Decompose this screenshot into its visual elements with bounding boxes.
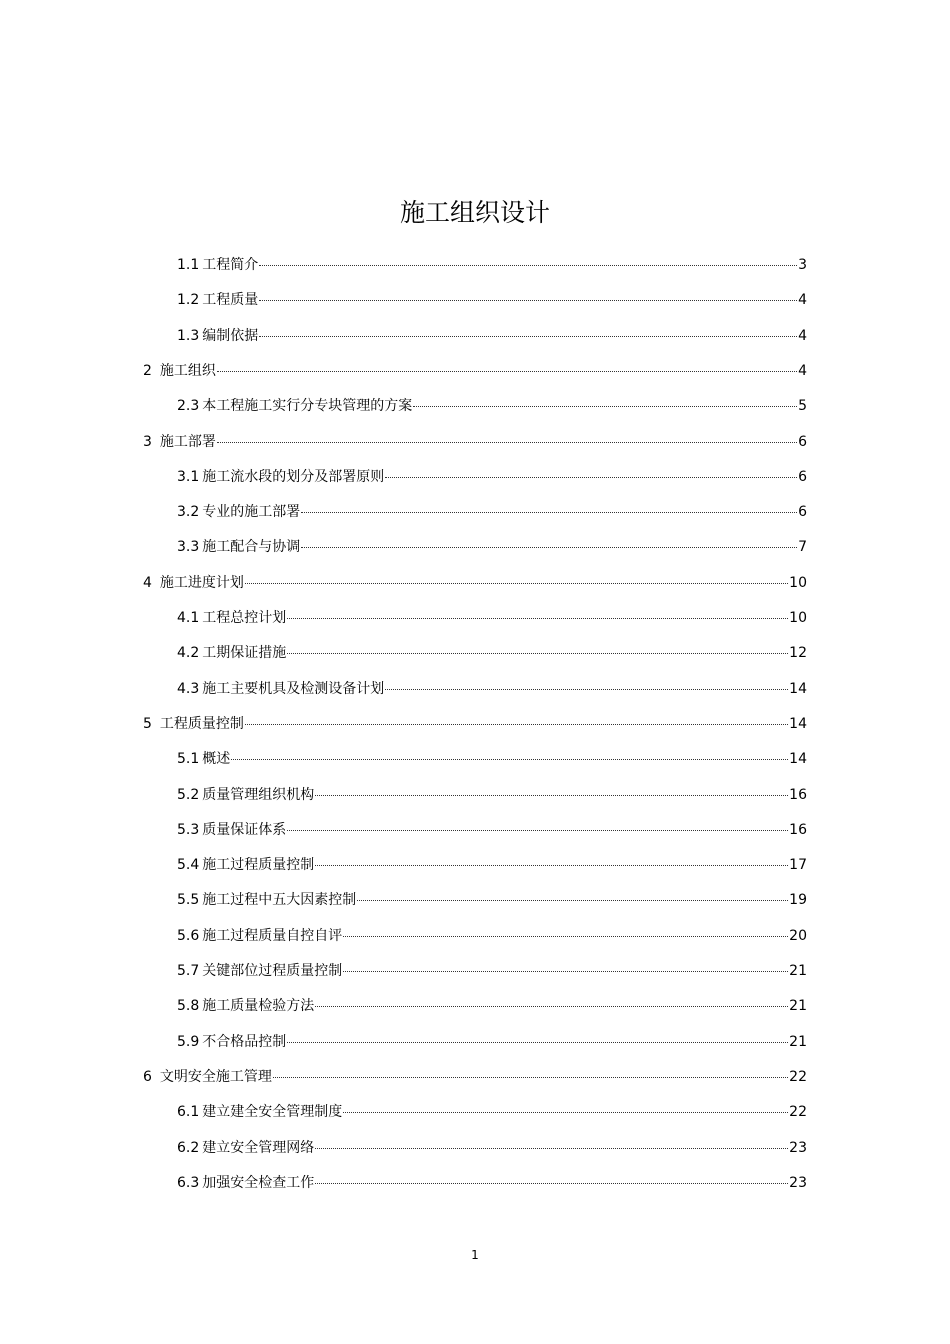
page-title: 施工组织设计: [399, 198, 550, 227]
toc-dot-leader: [245, 583, 788, 584]
toc-entry[interactable]: [177, 820, 807, 840]
toc-entry-page: 22: [789, 1104, 807, 1121]
toc-entry-title: 施工配合与协调: [202, 539, 301, 556]
toc-entry-page: 19: [789, 892, 807, 909]
toc-entry-number: 1.1: [177, 257, 200, 273]
toc-entry[interactable]: [177, 749, 807, 769]
toc-entry-page: 4: [798, 327, 807, 344]
toc-entry-title: 加强安全检查工作: [202, 1174, 315, 1191]
toc-entry-number: 6.2: [177, 1139, 200, 1156]
toc-entry[interactable]: [177, 785, 807, 805]
toc-dot-leader: [343, 1112, 788, 1113]
toc-entry-number: 5.9: [177, 1033, 200, 1050]
toc-dot-leader: [259, 300, 797, 301]
toc-entry-title: 施工主要机具及检测设备计划: [202, 680, 385, 697]
toc-entry[interactable]: [143, 1067, 807, 1087]
toc-entry-title: 专业的施工部署: [202, 504, 301, 521]
toc-entry-page: 14: [789, 680, 807, 697]
toc-entry[interactable]: [177, 855, 807, 875]
toc-entry-number: 5.2: [177, 786, 200, 803]
toc-entry-number: 5.3: [177, 821, 200, 838]
toc-entry-number: 4.2: [177, 645, 200, 662]
toc-entry[interactable]: [177, 502, 807, 522]
toc-dot-leader: [217, 442, 797, 443]
toc-entry-title: 工程质量控制: [159, 715, 244, 732]
toc-dot-leader: [287, 1042, 788, 1043]
toc-entry-title: 编制依据: [202, 327, 259, 344]
toc-entry[interactable]: [177, 537, 807, 557]
toc-entry-title: 施工组织: [159, 362, 216, 379]
toc-entry[interactable]: [177, 326, 807, 346]
toc-dot-leader: [315, 1148, 788, 1149]
toc-entry-page: 7: [798, 539, 807, 556]
toc-entry-title: 工程质量: [202, 292, 259, 309]
toc-entry[interactable]: [177, 1102, 807, 1122]
toc-entry-number: 4.3: [177, 680, 200, 697]
toc-entry-number: 4: [143, 574, 152, 591]
toc-dot-leader: [287, 618, 788, 619]
toc-dot-leader: [343, 971, 788, 972]
toc-entry-page: 12: [789, 645, 807, 662]
toc-entry-page: 10: [789, 610, 807, 626]
toc-entry-title: 工期保证措施: [202, 645, 287, 662]
toc-entry-page: 5: [798, 398, 807, 415]
toc-entry-number: 5.6: [177, 927, 200, 944]
toc-entry[interactable]: [177, 396, 807, 416]
toc-entry-number: 6.1: [177, 1104, 200, 1121]
toc-entry-number: 3.3: [177, 539, 200, 556]
toc-dot-leader: [259, 265, 797, 266]
toc-entry[interactable]: [177, 926, 807, 946]
toc-entry[interactable]: [177, 608, 807, 628]
toc-dot-leader: [287, 653, 788, 654]
toc-entry-title: 施工部署: [159, 433, 216, 450]
toc-entry[interactable]: [177, 1032, 807, 1052]
toc-entry-number: 5.4: [177, 857, 200, 874]
toc-dot-leader: [245, 724, 788, 725]
toc-entry-number: 2: [143, 362, 152, 379]
toc-entry-title: 质量管理组织机构: [202, 786, 315, 803]
toc-entry-title: 工程简介: [202, 257, 259, 273]
toc-entry-title: 本工程施工实行分专块管理的方案: [202, 398, 413, 415]
toc-entry-number: 5.7: [177, 963, 200, 979]
toc-entry[interactable]: [177, 290, 807, 310]
toc-entry-number: 3.1: [177, 468, 200, 485]
toc-entry[interactable]: [177, 643, 807, 663]
toc-entry-title: 施工过程质量控制: [202, 857, 315, 874]
toc-dot-leader: [259, 336, 797, 337]
toc-dot-leader: [301, 512, 797, 513]
toc-entry-title: 建立建全安全管理制度: [202, 1104, 343, 1121]
toc-entry-page: 4: [798, 292, 807, 309]
toc-entry[interactable]: [143, 361, 807, 381]
toc-entry-page: 21: [789, 963, 807, 979]
toc-entry-page: 17: [789, 857, 807, 874]
toc-entry-title: 施工流水段的划分及部署原则: [202, 468, 385, 485]
toc-entry-title: 质量保证体系: [202, 821, 287, 838]
toc-entry[interactable]: [177, 961, 807, 981]
toc-entry[interactable]: [143, 432, 807, 452]
toc-entry-number: 6.3: [177, 1174, 200, 1191]
toc-dot-leader: [315, 1183, 788, 1184]
toc-entry-page: 16: [789, 786, 807, 803]
toc-entry-number: 4.1: [177, 610, 200, 626]
toc-dot-leader: [287, 830, 788, 831]
toc-dot-leader: [315, 865, 788, 866]
toc-entry-number: 5: [143, 715, 152, 732]
toc-dot-leader: [231, 759, 788, 760]
toc-entry-page: 6: [798, 433, 807, 450]
toc-entry-page: 21: [789, 998, 807, 1015]
toc-dot-leader: [315, 1006, 788, 1007]
toc-entry-page: 6: [798, 504, 807, 521]
toc-dot-leader: [357, 900, 788, 901]
toc-entry[interactable]: [177, 467, 807, 487]
toc-dot-leader: [385, 689, 788, 690]
toc-entry-number: 6: [143, 1068, 152, 1085]
toc-entry-number: 1.2: [177, 292, 200, 309]
toc-entry-title: 施工过程质量自控自评: [202, 927, 343, 944]
toc-entry-title: 概述: [202, 751, 231, 768]
toc-entry[interactable]: [143, 573, 807, 593]
toc-entry-page: 20: [789, 927, 807, 944]
toc-dot-leader: [385, 477, 797, 478]
toc-entry-page: 22: [789, 1068, 807, 1085]
toc-entry[interactable]: [177, 1138, 807, 1158]
toc-entry[interactable]: [177, 890, 807, 910]
toc-entry-page: 4: [798, 362, 807, 379]
toc-entry-number: 5.5: [177, 892, 200, 909]
toc-entry[interactable]: [143, 714, 807, 734]
toc-entry-page: 23: [789, 1174, 807, 1191]
toc-entry-page: 10: [789, 574, 807, 591]
toc-entry-page: 21: [789, 1033, 807, 1050]
toc-dot-leader: [315, 795, 788, 796]
toc-entry-title: 施工质量检验方法: [202, 998, 315, 1015]
toc-dot-leader: [413, 406, 797, 407]
toc-entry-number: 1.3: [177, 327, 200, 344]
toc-entry-page: 14: [789, 715, 807, 732]
toc-entry[interactable]: [177, 996, 807, 1016]
toc-entry-title: 工程总控计划: [202, 610, 287, 626]
toc-entry-title: 文明安全施工管理: [159, 1068, 272, 1085]
toc-entry-title: 施工过程中五大因素控制: [202, 892, 357, 909]
toc-entry-title: 关键部位过程质量控制: [202, 963, 343, 979]
toc-entry-title: 施工进度计划: [159, 574, 244, 591]
toc-entry-page: 14: [789, 751, 807, 768]
toc-entry-page: 3: [798, 257, 807, 273]
toc-dot-leader: [301, 547, 797, 548]
toc-entry-title: 不合格品控制: [202, 1033, 287, 1050]
toc-entry-page: 16: [789, 821, 807, 838]
toc-dot-leader: [343, 936, 788, 937]
toc-entry-page: 23: [789, 1139, 807, 1156]
toc-entry-title: 建立安全管理网络: [202, 1139, 315, 1156]
page-number: 1: [471, 1248, 479, 1262]
toc-dot-leader: [273, 1077, 788, 1078]
toc-entry-number: 5.1: [177, 751, 200, 768]
toc-entry[interactable]: [177, 255, 807, 275]
toc-dot-leader: [217, 371, 797, 372]
toc-entry-page: 6: [798, 468, 807, 485]
toc-entry-number: 3.2: [177, 504, 200, 521]
toc-entry-number: 3: [143, 433, 152, 450]
toc-entry[interactable]: [177, 679, 807, 699]
toc-entry-number: 2.3: [177, 398, 200, 415]
toc-entry-number: 5.8: [177, 998, 200, 1015]
toc-entry[interactable]: [177, 1173, 807, 1193]
